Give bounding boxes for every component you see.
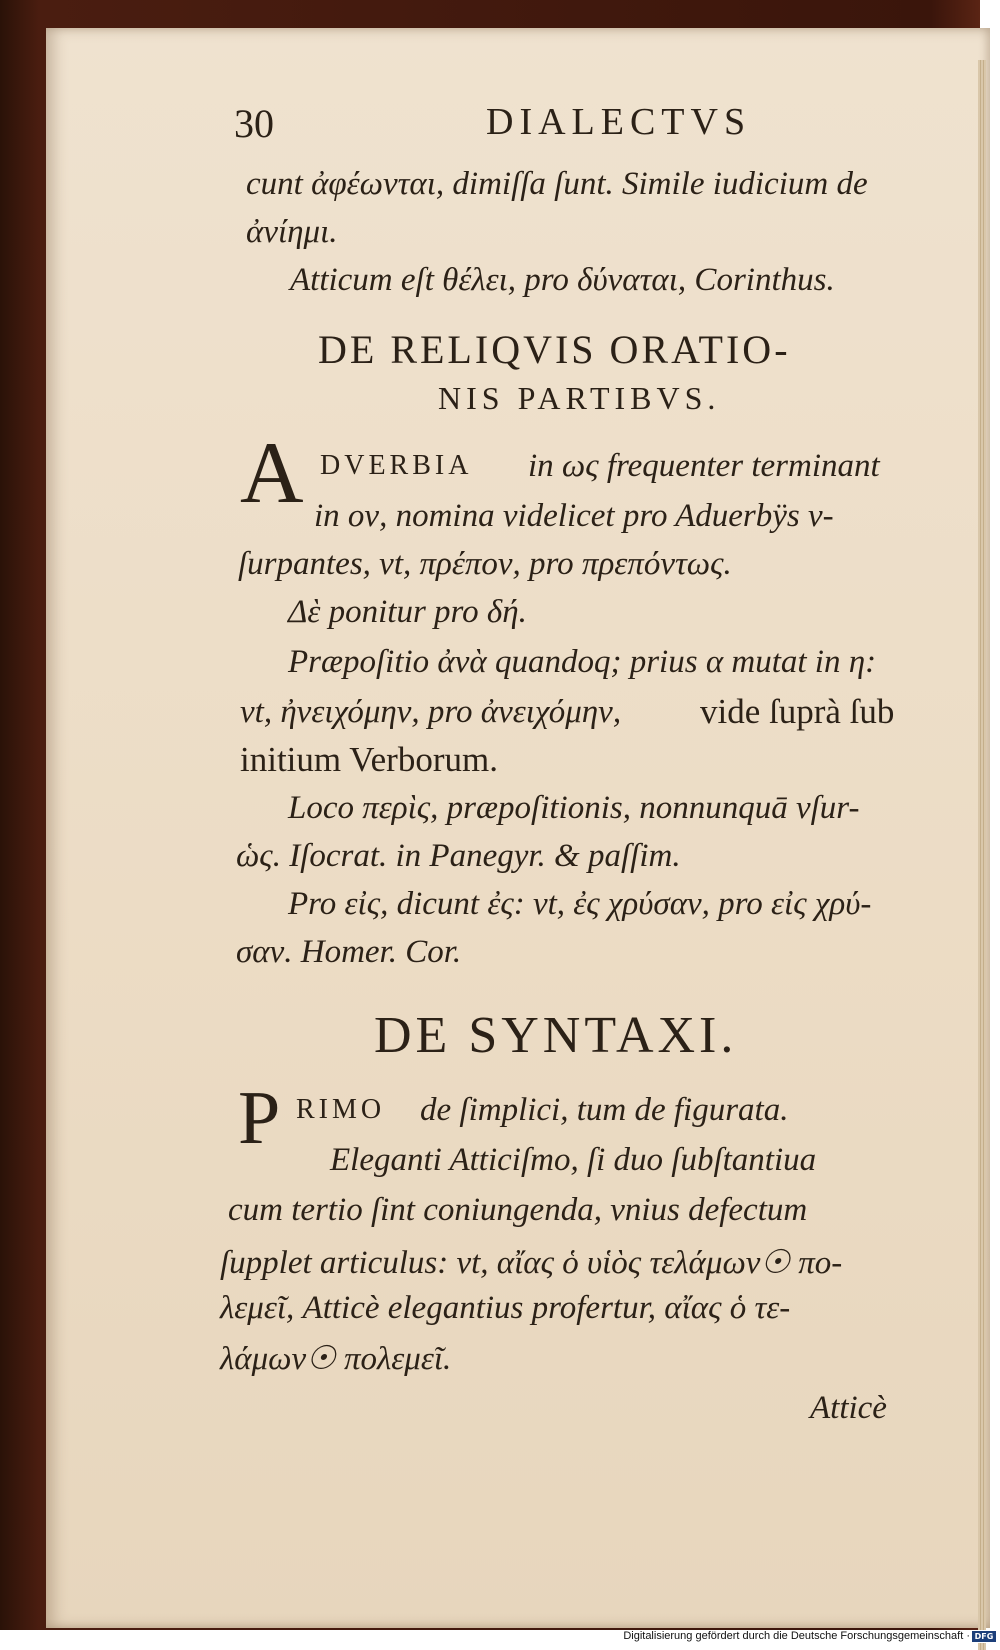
running-title: DIALECTVS [486,101,752,143]
text-line: vide ſuprà ſub [700,692,895,731]
drop-cap: A [240,425,304,522]
text-line: ſupplet articulus: vt, αἴας ὁ υἱὸς τελάμων☉ πο- [220,1245,843,1281]
text-line: ὡς. Iſocrat. in Panegyr. & paſſim. [236,838,681,874]
text-line: Eleganti Atticiſmo, ſi duo ſubſtantiua [330,1142,817,1178]
text-line: Pro εἰς, dicunt ἐς: vt, ἐς χρύσαν, pro εἰς χρύ- [288,886,872,922]
text-line: cunt ἀφέωνται, dimiſſa ſunt. Simile iudicium de [246,166,868,202]
text-line: in ον, nomina videlicet pro Aduerbÿs v- [314,498,834,534]
text-line: vt, ἠνειχόμην, pro ἀνειχόμην, [240,694,622,730]
text-line: ſurpantes, vt, πρέπον, pro πρεπόντως. [238,546,732,582]
text-line: λεμεῖ, Atticè elegantius profertur, αἴας ὁ τε- [220,1290,791,1326]
text-line: de ſimplici, tum de figurata. [420,1092,789,1128]
small-caps-word: RIMO [296,1094,386,1125]
text-line: Præpoſitio ἀνὰ quandoq; prius α mutat in η: [288,644,877,680]
footer-text: Digitalisierung gefördert durch die Deutsche Forschungsgemeinschaft · [623,1630,970,1642]
small-caps-word: DVERBIA [320,450,473,481]
text-line: Δὲ ponitur pro δή. [288,594,527,630]
section-heading: DE SYNTAXI. [374,1007,738,1064]
page-number: 30 [234,101,274,146]
text-line: initium Verborum. [240,740,498,779]
text-line: in ως frequenter terminant [528,448,880,484]
catchword: Atticè [810,1390,887,1426]
text-line: σαν. Homer. Cor. [236,934,462,970]
text-line: λάμων☉ πολεμεῖ. [220,1341,452,1377]
text-line: Loco περὶς, præpoſitionis, nonnunquā vſur- [288,790,860,826]
page-fore-edge [978,60,986,1650]
text-line: Atticum eſt θέλει, pro δύναται, Corinthus. [290,262,835,298]
text-line: cum tertio ſint coniungenda, vnius defectum [228,1192,808,1228]
drop-cap: P [238,1076,281,1160]
dfg-logo: DFG [972,1631,996,1642]
section-heading: NIS PARTIBVS. [438,380,721,416]
footer-bar [0,1630,1000,1643]
section-heading: DE RELIQVIS ORATIO- [318,327,791,372]
text-line: ἀνίημι. [246,214,338,250]
